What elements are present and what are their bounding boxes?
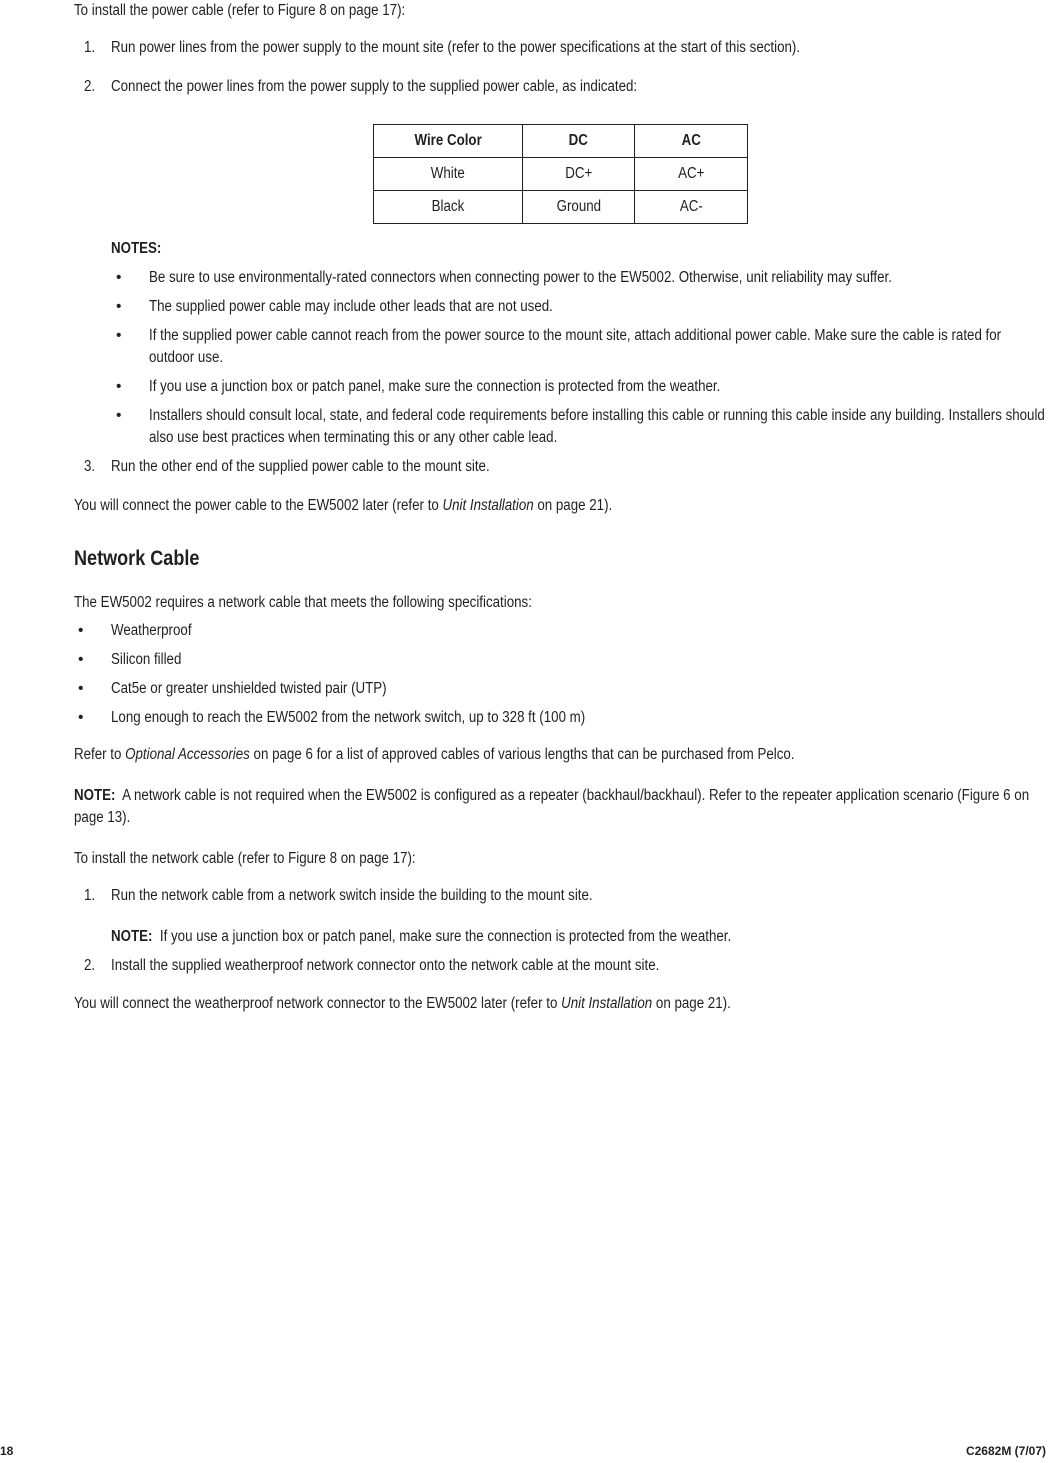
power-outro: You will connect the power cable to the EW5002 later (refer to Unit Installation on page 21). bbox=[74, 497, 613, 514]
bullet: • bbox=[116, 269, 122, 286]
power-step-2: Connect the power lines from the power supply to the supplied power cable, as indicated: bbox=[111, 78, 638, 95]
note-item: Be sure to use environmentally-rated connectors when connecting power to the EW5002. Otherwise, unit reliability may suffer. bbox=[149, 269, 892, 286]
page-number: 18 bbox=[0, 1444, 14, 1458]
bullet: • bbox=[78, 680, 84, 697]
network-intro: The EW5002 requires a network cable that meets the following specifications: bbox=[74, 594, 532, 611]
network-install-intro: To install the network cable (refer to Figure 8 on page 17): bbox=[74, 850, 416, 867]
table-cell: DC+ bbox=[522, 158, 635, 191]
step-number: 1. bbox=[84, 887, 96, 904]
step-number: 2. bbox=[84, 957, 96, 974]
column-header: AC bbox=[635, 125, 748, 158]
power-step-1: Run power lines from the power supply to the mount site (refer to the power specifications at the start of this section). bbox=[111, 39, 801, 56]
note-item: Installers should consult local, state, and federal code requirements before installing this cable or running this cable inside any building. Installers should also use best practices when terminating this or any other cable lead. bbox=[149, 407, 1045, 446]
network-step-1: Run the network cable from a network switch inside the building to the mount site. bbox=[111, 887, 593, 904]
network-step-2: Install the supplied weatherproof network connector onto the network cable at the mount site. bbox=[111, 957, 660, 974]
table-header-row bbox=[374, 125, 748, 158]
note-item: If you use a junction box or patch panel, make sure the connection is protected from the weather. bbox=[149, 378, 721, 395]
table-cell: Black bbox=[374, 191, 523, 224]
spec-item: Long enough to reach the EW5002 from the network switch, up to 328 ft (100 m) bbox=[111, 709, 586, 726]
optional-accessories-reference: Optional Accessories bbox=[125, 746, 250, 763]
spec-item: Cat5e or greater unshielded twisted pair (UTP) bbox=[111, 680, 387, 697]
table-row bbox=[374, 191, 748, 224]
unit-installation-reference: Unit Installation bbox=[442, 497, 534, 514]
column-header: Wire Color bbox=[374, 125, 523, 158]
spec-item: Silicon filled bbox=[111, 651, 182, 668]
table-cell: AC+ bbox=[635, 158, 748, 191]
bullet: • bbox=[78, 709, 84, 726]
power-install-intro: To install the power cable (refer to Figure 8 on page 17): bbox=[74, 2, 406, 19]
bullet: • bbox=[116, 378, 122, 395]
step-number: 1. bbox=[84, 39, 96, 56]
note-item: The supplied power cable may include other leads that are not used. bbox=[149, 298, 553, 315]
step-number: 2. bbox=[84, 78, 96, 95]
document-code: C2682M (7/07) bbox=[965, 1444, 1046, 1458]
accessories-reference: Refer to Optional Accessories on page 6 for a list of approved cables of various lengths that can be purchased from Pelco. bbox=[74, 746, 795, 763]
power-step-3: Run the other end of the supplied power cable to the mount site. bbox=[111, 458, 490, 475]
spec-item: Weatherproof bbox=[111, 622, 192, 639]
network-note: NOTE: A network cable is not required when the EW5002 is configured as a repeater (backhaul/backhaul). Refer to the repeater application scenario (Figure 6 on page 13). bbox=[74, 787, 1030, 826]
unit-installation-reference: Unit Installation bbox=[561, 995, 653, 1012]
wire-color-table bbox=[373, 124, 748, 224]
column-header: DC bbox=[522, 125, 635, 158]
table-row bbox=[374, 158, 748, 191]
network-outro: You will connect the weatherproof network connector to the EW5002 later (refer to Unit Installation on page 21). bbox=[74, 995, 731, 1012]
step-number: 3. bbox=[84, 458, 96, 475]
step-note: NOTE: If you use a junction box or patch panel, make sure the connection is protected from the weather. bbox=[111, 928, 732, 945]
bullet: • bbox=[116, 327, 122, 344]
table-cell: AC- bbox=[635, 191, 748, 224]
section-heading: Network Cable bbox=[74, 547, 200, 570]
note-item: If the supplied power cable cannot reach from the power source to the mount site, attach additional power cable. Make sure the cable is rated for outdoor use. bbox=[149, 327, 1002, 366]
notes-label: NOTES: bbox=[111, 240, 162, 257]
bullet: • bbox=[78, 651, 84, 668]
table-cell: Ground bbox=[522, 191, 635, 224]
bullet: • bbox=[116, 298, 122, 315]
bullet: • bbox=[78, 622, 84, 639]
bullet: • bbox=[116, 407, 122, 424]
table-cell: White bbox=[374, 158, 523, 191]
